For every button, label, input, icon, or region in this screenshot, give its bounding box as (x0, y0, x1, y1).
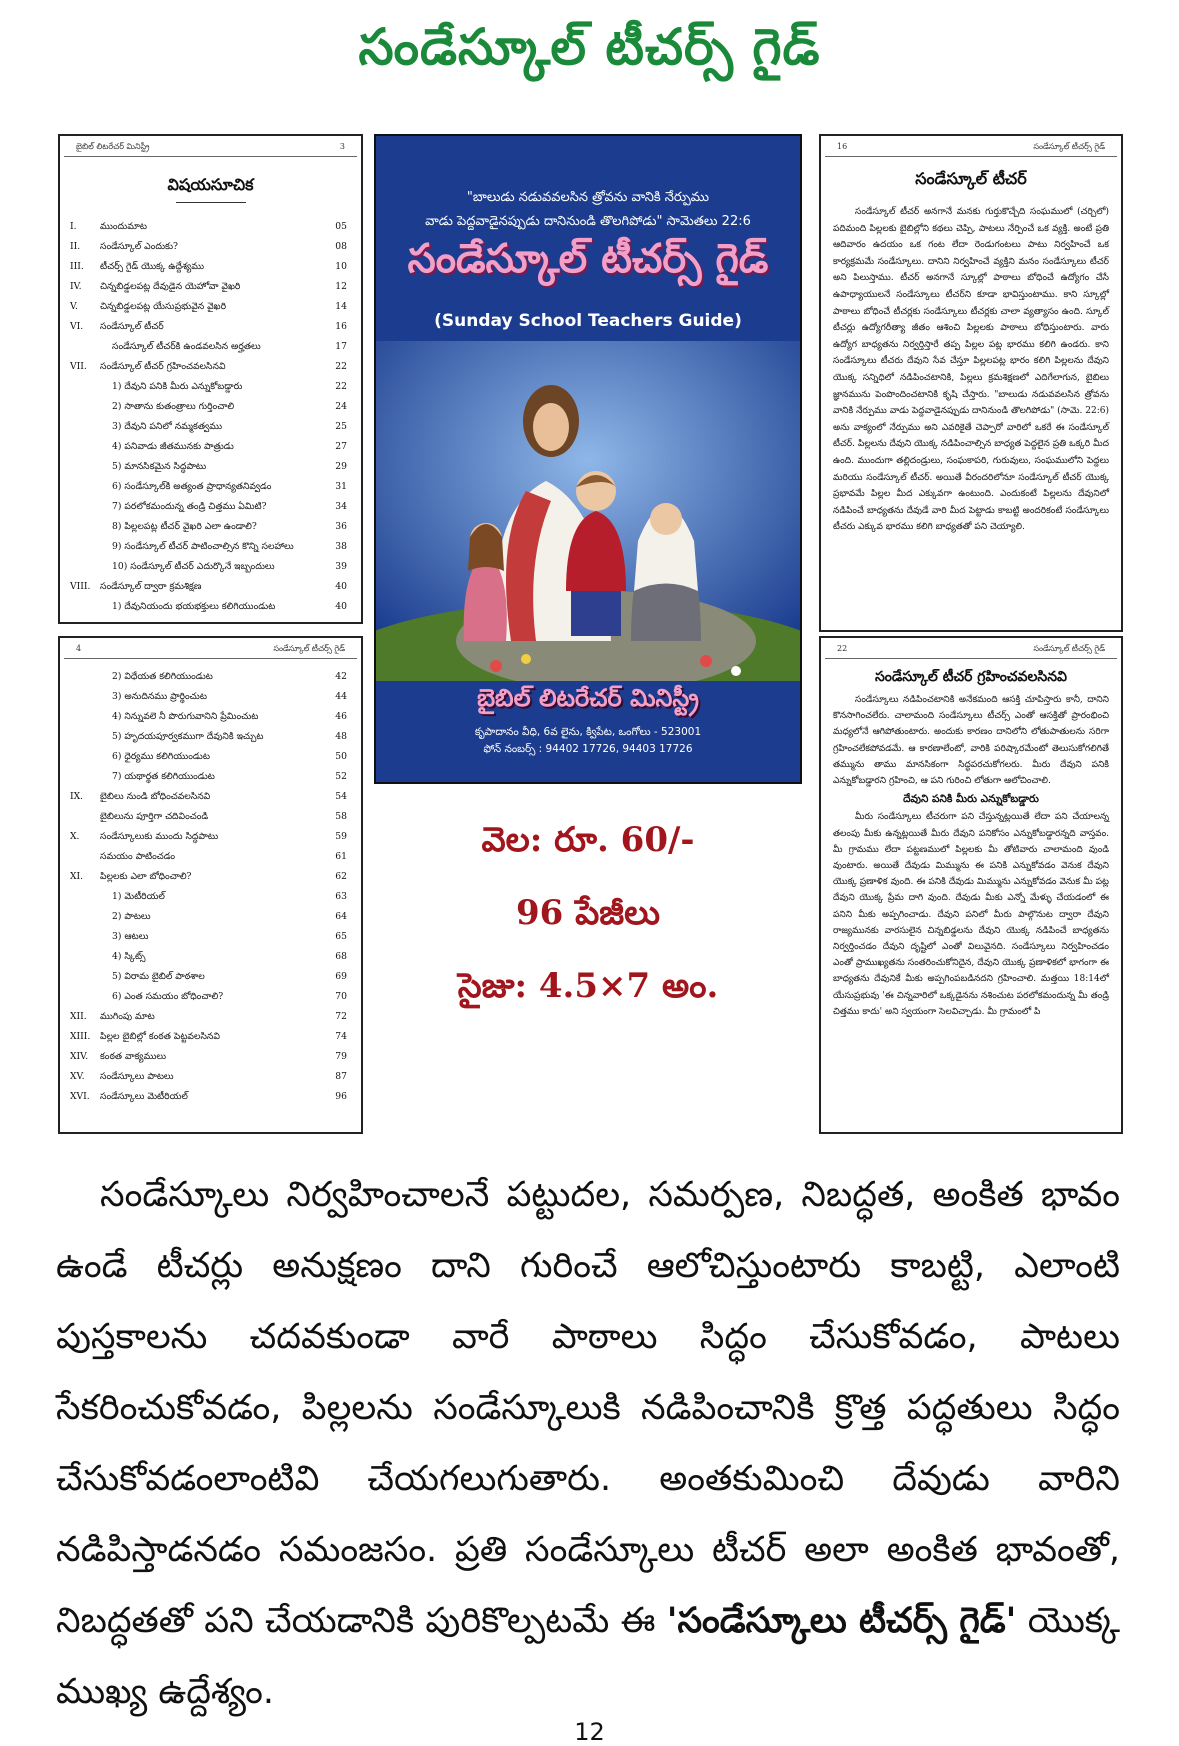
toc-item-label: 3) ఆటలు (112, 931, 149, 942)
toc-item-label: 4) పనివాడు జీతమునకు పాత్రుడు (112, 441, 234, 452)
toc-item-label: సండేస్కూల్ టీచర్ గ్రహించవలసినవి (100, 361, 226, 372)
toc-item-number: XVI. (70, 1091, 90, 1102)
section-title: సండేస్కూల్ టీచర్ (915, 169, 1027, 188)
toc-item-page: 44 (335, 691, 347, 702)
toc-item-number (70, 537, 112, 557)
toc-item-page: 72 (335, 1011, 347, 1022)
toc-item-page: 74 (335, 1031, 347, 1042)
verse-line: వాడు పెద్దవాడైనప్పుడు దానినుండి తొలగిపోడు" సామెతలు 22:6 (425, 214, 751, 229)
toc-item-page: 79 (335, 1051, 347, 1062)
toc-item-page: 17 (335, 341, 347, 352)
toc-item (70, 967, 347, 987)
toc-item-page: 64 (335, 911, 347, 922)
page-header (64, 136, 357, 157)
toc-item-page: 50 (335, 751, 347, 762)
toc-item-number (70, 727, 112, 747)
toc-item-number (70, 667, 112, 687)
toc-item-label: పిల్లల బైబిల్లో కంఠత పెట్టవలసినవి (100, 1031, 220, 1042)
toc-item-number (70, 497, 112, 517)
toc-item-number: XIII. (70, 1031, 91, 1042)
sample-page-22 (819, 636, 1123, 1134)
toc-item-label: కంఠత వాక్యములు (100, 1051, 167, 1062)
toc-item-number (70, 597, 112, 617)
toc-item-number: VIII. (70, 581, 91, 592)
toc-item-number (70, 747, 112, 767)
toc-item-page: 62 (335, 871, 347, 882)
toc-item-page: 59 (335, 831, 347, 842)
toc-item-page: 68 (335, 951, 347, 962)
main-paragraph (56, 1160, 1120, 1728)
toc-item-page: 16 (335, 321, 347, 332)
toc-item-number: VI. (70, 321, 84, 332)
header-right: సండేస్కూల్ టీచర్స్ గైడ్ (1033, 142, 1105, 151)
cover-verse (376, 186, 800, 234)
toc-item (70, 747, 347, 767)
toc-item-number (70, 807, 100, 827)
toc-title: విషయసూచిక (167, 175, 254, 194)
toc-item-page: 27 (335, 441, 347, 452)
toc-item-number: IV. (70, 281, 82, 292)
paragraph-end: యొక్క ముఖ్య ఉద్దేశ్యం. (56, 1601, 1120, 1712)
sample-page-16 (819, 134, 1123, 632)
header-left: 16 (837, 142, 848, 151)
paragraph-bold-title: 'సండేస్కూలు టీచర్స్ గైడ్' (666, 1601, 1017, 1641)
book-cover (374, 134, 802, 784)
toc-item-page: 46 (335, 711, 347, 722)
toc-item-label: చిన్నబిడ్డలపట్ల దేవుడైన యెహోవా వైఖరి (100, 281, 241, 292)
toc-item-number (70, 887, 112, 907)
toc-item-label: 2) విధేయత కలిగియుండుట (112, 671, 213, 682)
toc-item-number: VII. (70, 361, 87, 372)
toc-item (70, 517, 347, 537)
toc-item-number (70, 967, 112, 987)
toc-item-number: XI. (70, 871, 84, 882)
toc-item-label: 2) సాతాను కుతంత్రాలు గుర్తించాలి (112, 401, 235, 412)
toc-item (70, 867, 347, 887)
toc-item-number: IX. (70, 791, 84, 802)
toc-item-label: సమయం పాటించడం (100, 851, 176, 862)
toc-item-page: 34 (335, 501, 347, 512)
toc-item-number (70, 337, 112, 357)
toc-item (70, 417, 347, 437)
body-paragraph: మీరు సండేస్కూలు టీచరుగా పని చేస్తున్నట్లయితే లేదా పని చేయాలన్న తలంపు మీకు ఉన్నట్లయితే మీరు దేవుని పనికోసం ఎన్నుకోబడ్డారన్నది వాస్తవం. మీ గ్రామము లేదా పట్టణములో పిల్లలకు మీ తోటివారు చాలామంది వుండి వుంటారు. అయితే దేవుడు మిమ్మును ఈ పనికి ఎన్నుకోవడం వెనుక దేవుని యొక్క ప్రణాళిక వుంది. ఈ పనికి దేవుడు మిమ్మును ఎన్నుకోవడం వెనుక మీ పట్ల దేవుని యొక్క ప్రేమ దాగి వుంది. దేవుడు మీకు ఎన్నో మేళ్ళు చేయడంలో ఈ పనిని మీకు అప్పగించాడు. దేవుని పనిలో మీరు పాల్గొనుట ద్వారా దేవుని రాజ్యమునకు వారసులైన చిన్నబిడ్డలను దేవుని యొక్క నడిపించే బాధ్యతను నిర్వర్తించడం దేవుని దృష్టిలో ఎంతో విలువైనది. సండేస్కూలు నిర్వహించడం ఎంతో ప్రాముఖ్యతను సంతరించుకోనిదైన, దేవుని యొక్క ప్రణాళికలో భాగంగా ఈ బాధ్యతను దేవునికే మీకు అప్పగింపబడినదని గ్రహించాలి. మత్తయి 18:14లో యేసుప్రభువు 'ఈ చిన్నవారిలో ఒక్కడైనను నశించుట పరలోకమందున్న మీ తండ్రి చిత్తము కాదు' అని స్వయంగా సెలవిచ్చాడు. మీ గ్రామంలో పి (833, 812, 1109, 1017)
toc-item (70, 1007, 347, 1027)
toc-item-label: ముగింపు మాట (100, 1011, 155, 1022)
page-header (825, 136, 1117, 157)
toc-item-label: 10) సండేస్కూల్ టీచర్ ఎదుర్కొనే ఇబ్బందులు (112, 561, 275, 572)
toc-item-label: సండేస్కూలు పాటలు (100, 1071, 174, 1082)
toc-item (70, 457, 347, 477)
toc-item (70, 537, 347, 557)
toc-item (70, 727, 347, 747)
toc-item-number (70, 847, 100, 867)
toc-item-number: I. (70, 221, 77, 232)
toc-item-page: 36 (335, 521, 347, 532)
toc-item-page: 52 (335, 771, 347, 782)
toc-item-number (70, 397, 112, 417)
toc-item (70, 687, 347, 707)
toc-item-number: XV. (70, 1071, 85, 1082)
toc-item-label: బైబిలు నుండి బోధించవలసినవి (100, 791, 211, 802)
toc-item-number: III. (70, 261, 84, 272)
toc-item-label: సండేస్కూల్ ద్వారా క్రమశిక్షణ (100, 581, 202, 592)
toc-item-page: 96 (335, 1091, 347, 1102)
toc-item-number: XII. (70, 1011, 87, 1022)
toc-list (60, 217, 361, 617)
toc-item (70, 807, 347, 827)
toc-item-label: 5) హృదయపూర్వకముగా దేవునికి ఇచ్చుట (112, 731, 264, 742)
toc-item-label: 6) ఎంత సమయం బోధించాలి? (112, 991, 224, 1002)
toc-item-page: 58 (335, 811, 347, 822)
toc-item-label: 6) ధైర్యము కలిగియుండుట (112, 751, 210, 762)
toc-item (70, 277, 347, 297)
toc-item-label: 3) దేవుని పనిలో నమ్మకత్వము (112, 421, 223, 432)
toc-item-page: 38 (335, 541, 347, 552)
subheading: దేవుని పనికి మీరు ఎన్నుకోబడ్డారు (903, 793, 1039, 806)
title-ornament (176, 202, 246, 203)
page-number: 12 (574, 1718, 605, 1746)
toc-item (70, 337, 347, 357)
toc-item-page: 24 (335, 401, 347, 412)
toc-item-label: బైబిలును పూర్తిగా చదివించండి (100, 811, 209, 822)
toc-item (70, 667, 347, 687)
toc-item-number (70, 927, 112, 947)
header-left: బైబిల్ లిటరేచర్ మినిస్ట్రీ (76, 142, 150, 151)
toc-item-label: సండేస్కూలు మెటీరియల్ (100, 1091, 188, 1102)
header-right: సండేస్కూల్ టీచర్స్ గైడ్ (1033, 644, 1105, 653)
toc-item-label: 1) మెటీరియల్ (112, 891, 165, 902)
toc-item-number (70, 417, 112, 437)
toc-item-page: 05 (335, 221, 347, 232)
toc-item-page: 61 (335, 851, 347, 862)
toc-item-label: 3) అనుదినము ప్రార్థించుట (112, 691, 207, 702)
toc-item-page: 40 (335, 601, 347, 612)
toc-item-label: సండేస్కూలుకు ముందు సిద్ధపాటు (100, 831, 219, 842)
toc-item-label: పిల్లలకు ఎలా బోధించాలి? (100, 871, 192, 882)
toc-item-label: 7) యథార్థత కలిగియుండుట (112, 771, 215, 782)
toc-item-number (70, 557, 112, 577)
toc-item-page: 14 (335, 301, 347, 312)
toc-item (70, 1027, 347, 1047)
toc-item-number (70, 987, 112, 1007)
toc-item-label: 8) పిల్లలపట్ల టీచర్ వైఖరి ఎలా ఉండాలి? (112, 521, 257, 532)
toc-item-number (70, 687, 112, 707)
toc-item-number (70, 947, 112, 967)
toc-item-page: 87 (335, 1071, 347, 1082)
page-body (821, 690, 1121, 1020)
toc-item (70, 477, 347, 497)
toc-item (70, 317, 347, 337)
section-title: సండేస్కూల్ టీచర్ గ్రహించవలసినవి (874, 669, 1068, 685)
toc-item-label: 5) విరామ బైబిల్ పాఠశాల (112, 971, 205, 982)
toc-item-number (70, 457, 112, 477)
toc-item-number: XIV. (70, 1051, 89, 1062)
header-left: 22 (837, 644, 848, 653)
toc-item-page: 69 (335, 971, 347, 982)
page-title: సండేస్కూల్ టీచర్స్ గైడ్ (358, 18, 821, 76)
toc-item (70, 577, 347, 597)
toc-item-label: 4) నిన్నువలె నీ పొరుగువానిని ప్రేమించుట (112, 711, 259, 722)
size-label: సైజు: 4.5×7 అం. (457, 966, 719, 1006)
toc-item-label: సండేస్కూల్ టీచర్‌కి ఉండవలసిన అర్హతలు (112, 341, 261, 352)
toc-list (60, 667, 361, 1107)
publisher-name: బైబిల్ లిటరేచర్ మినిస్ట్రీ (477, 684, 699, 712)
header-right: సండేస్కూల్ టీచర్స్ గైడ్ (273, 644, 345, 653)
header-left: 4 (76, 644, 82, 653)
toc-item (70, 947, 347, 967)
paragraph-text: సండేస్కూలు నిర్వహించాలనే పట్టుదల, సమర్పణ, నిబద్ధత, అంకిత భావం ఉండే టీచర్లు అనుక్షణం దాని గురించే ఆలోచిస్తుంటారు కాబట్టి, ఎలాంటి పుస్తకాలను చదవకుండా వారే పాఠాలు సిద్ధం చేసుకోవడం, పాటలు సేకరించుకోవడం, పిల్లలను సండేస్కూలుకి నడిపించానికి క్రొత్త పద్ధతులు సిద్ధం చేసుకోవడంలాంటివి చేయగలుగుతారు. అంతకుమించి దేవుడు వారిని నడిపిస్తాడనడం సమంజసం. ప్రతి సండేస్కూలు టీచర్ అలా అంకిత భావంతో, నిబద్ధతతో పని చేయడానికి పురికొల్పటమే ఈ (56, 1175, 1120, 1641)
toc-item (70, 357, 347, 377)
toc-item (70, 497, 347, 517)
body-paragraph: సండేస్కూలు నడిపించటానికి అనేకమంది ఆసక్తి చూపిస్తారు కానీ, దానిని కొనసాగించలేరు. చాలామంది సండేస్కూలు టీచర్స్ ఎంతో ఆసక్తితో ప్రారంభించి మధ్యలోనే ఆగిపోతుంటారు. అందుకు కారణం దానిలోని లోతుపాతులను సరిగా గ్రహించలేకపోవడమే. ఆ కారణాలేంటో, వారికి పరిష్కారమేంటో తెలుసుకోగలిగితే తమ్మును తాము మానసికంగా సిద్ధపరచుకోగలరు. మీరు దేవుని పనికి ఎన్నుకోబడ్డారని గ్రహించి, ఆ పని గురించి లోతుగా ఆలోచించాలి. (833, 695, 1109, 787)
toc-item-number: X. (70, 831, 80, 842)
toc-item-label: 5) మానసికమైన సిద్ధపాటు (112, 461, 207, 472)
toc-item-label: 6) సండేస్కూల్‌కి అత్యంత ప్రాధాన్యతనివ్వడం (112, 481, 272, 492)
toc-item-page: 39 (335, 561, 347, 572)
toc-item-page: 31 (335, 481, 347, 492)
cover-title: సండేస్కూల్ టీచర్స్ గైడ్ (407, 236, 769, 282)
toc-item-label: సండేస్కూల్ ఎందుకు? (100, 241, 178, 252)
toc-item-number (70, 907, 112, 927)
toc-item-page: 22 (335, 361, 347, 372)
toc-item-page: 70 (335, 991, 347, 1002)
toc-item-number: V. (70, 301, 78, 312)
toc-item-page: 08 (335, 241, 347, 252)
toc-item (70, 847, 347, 867)
page-count-label: 96 పేజీలు (515, 893, 661, 933)
toc-item-page: 40 (335, 581, 347, 592)
toc-item-page: 42 (335, 671, 347, 682)
header-right: 3 (339, 142, 345, 151)
toc-item-label: చిన్నబిడ్డలపట్ల యేసుప్రభువైన వైఖరి (100, 301, 227, 312)
page-body (821, 196, 1121, 536)
publisher-address (376, 724, 800, 758)
toc-item-page: 10 (335, 261, 347, 272)
toc-item-number: II. (70, 241, 81, 252)
toc-item (70, 827, 347, 847)
toc-item (70, 927, 347, 947)
toc-item (70, 557, 347, 577)
toc-item-label: 9) సండేస్కూల్ టీచర్ పాటించాల్సిన కొన్ని సలహాలు (112, 541, 294, 552)
toc-item-page: 12 (335, 281, 347, 292)
toc-item (70, 597, 347, 617)
toc-item-number (70, 377, 112, 397)
toc-item (70, 377, 347, 397)
toc-item-label: 1) దేవుని పనికి మీరు ఎన్నుకోబడ్డారు (112, 381, 243, 392)
toc-item-page: 54 (335, 791, 347, 802)
toc-item-page: 25 (335, 421, 347, 432)
toc-item-label: 4) స్కిట్స్ (112, 951, 146, 962)
toc-item-page: 29 (335, 461, 347, 472)
toc-item (70, 1047, 347, 1067)
toc-item (70, 217, 347, 237)
body-paragraph: సండేస్కూల్ టీచర్ అనగానే మనకు గుర్తుకొచ్చేది సంఘములో (చర్చిలో) పదిమంది పిల్లలకు బైబిల్లోని కథలు చెప్పి, పాటలు నేర్పించే ఒక వ్యక్తి. అంటే ప్రతి ఆదివారం ఉదయం ఒక గంట లేదా రెండుగంటలు పాటు నిర్వహించే ఒక కార్యక్రమమే సండేస్కూలు. దానిని నిర్వహించే వ్యక్తిని మనం సండేస్కూలు టీచర్ అని పిలుస్తాము. టీచర్ అనగానే స్కూల్లో పాఠాలు బోధించే ఉద్యోగం చేసే ఉపాధ్యాయులనే సండేస్కూలు టీచర్‌ని కూడా భావిస్తుంటాము. కాని స్కూల్లో పాఠాలు బోధించే టీచర్లకు సండేస్కూలు టీచర్లకు చాలా వ్యత్యాసం ఉంది. స్కూల్ టీచర్లు ఉద్యోగరీత్యా జీతం ఆశించి పిల్లలకు పాఠాలు బోధిస్తుంటారు. వారు ఉద్యోగ బాధ్యతను నిర్వర్తిస్తారే తప్ప పిల్లల పట్ల భారము కలిగి ఉండరు. కాని సండేస్కూలు టీచరు దేవుని సేవ చేస్తూ పిల్లలపట్ల భారం కలిగి పిల్లలను దేవుని యొక్క సన్నిధిలో నడిపించటానికి, పిల్లలు క్రమశిక్షణలో ఎదిగేలాగున, బైబిలు జ్ఞానమును పెంపొందించటానికి కృషి చేస్తారు. "బాలుడు నడువవలసిన త్రోవను వానికి నేర్పుము వాడు పెద్దవాడైనప్పుడు దానినుండి తొలగిపోడు" (సామె. 22:6) అను వాక్యంలో నేర్పుము అని ఎవరికైతే చెప్పారో వారిలో ఒకరే ఈ సండేస్కూల్ టీచర్. పిల్లలను దేవుని యొక్క నడిపించాల్సిన బాధ్యత పెద్దలైన ప్రతి ఒక్కరి మీద ఉంది. ముందుగా తల్లిదండ్రులు, సంఘకాపరి, గురువులు, సంఘములోని పెద్దలు మరియు సండేస్కూల్ టీచర్. అయితే వీరందరిలోనూ సండేస్కూల్ టీచర్ యొక్క ప్రభావమే పిల్లల మీద ఎక్కువగా ఉంటుంది. ఎందుకంటే పిల్లలను దేవునిలో నడిపించే బాధ్యతను దేవుడే వారి మీద పెట్టాడు కాబట్టి అందరికంటే సండేస్కూలు టీచరు ఎక్కువ భారము కలిగి బాధ్యతతో పని చెయ్యాలి. (833, 207, 1109, 533)
verse-line: "బాలుడు నడువవలసిన త్రోవను వానికి నేర్పుము (466, 190, 710, 205)
toc-item-number (70, 707, 112, 727)
address-line: కృపాదానం వీధి, 6వ లైను, క్విపేట, ఒంగోలు - 523001 (474, 726, 702, 738)
toc-item (70, 767, 347, 787)
toc-item-label: ముందుమాట (100, 221, 147, 232)
cover-subtitle: (Sunday School Teachers Guide) (434, 311, 742, 331)
toc-item-page: 22 (335, 381, 347, 392)
toc-item (70, 257, 347, 277)
toc-item (70, 787, 347, 807)
toc-item-label: 2) పాటలు (112, 911, 151, 922)
price-label: వెల: రూ. 60/- (481, 820, 695, 860)
toc-item-label: టీచర్స్ గైడ్ యొక్క ఉద్దేశ్యము (100, 261, 205, 272)
toc-item-page: 63 (335, 891, 347, 902)
toc-item (70, 1067, 347, 1087)
toc-item-page: 48 (335, 731, 347, 742)
cover-illustration (376, 341, 800, 681)
toc-item-number (70, 437, 112, 457)
toc-item (70, 907, 347, 927)
toc-item (70, 1087, 347, 1107)
toc-item-label: 1) దేవునియందు భయభక్తులు కలిగియుండుట (112, 601, 276, 612)
page-header (64, 638, 357, 659)
toc-item (70, 437, 347, 457)
toc-item (70, 397, 347, 417)
toc-item-number (70, 517, 112, 537)
toc-item (70, 887, 347, 907)
toc-page-thumbnail (58, 134, 363, 624)
toc-item-number (70, 767, 112, 787)
toc-item (70, 987, 347, 1007)
phone-line: ఫోన్ నంబర్స్ : 94402 17726, 94403 17726 (483, 743, 693, 755)
toc-item-label: సండేస్కూల్ టీచర్ (100, 321, 164, 332)
toc-item-page: 65 (335, 931, 347, 942)
toc-item (70, 707, 347, 727)
toc-page2-thumbnail (58, 636, 363, 1134)
toc-item-label: 7) పరలోకమందున్న తండ్రి చిత్తము ఏమిటి? (112, 501, 267, 512)
toc-item-number (70, 477, 112, 497)
toc-item (70, 297, 347, 317)
page-header (825, 638, 1117, 659)
toc-item (70, 237, 347, 257)
